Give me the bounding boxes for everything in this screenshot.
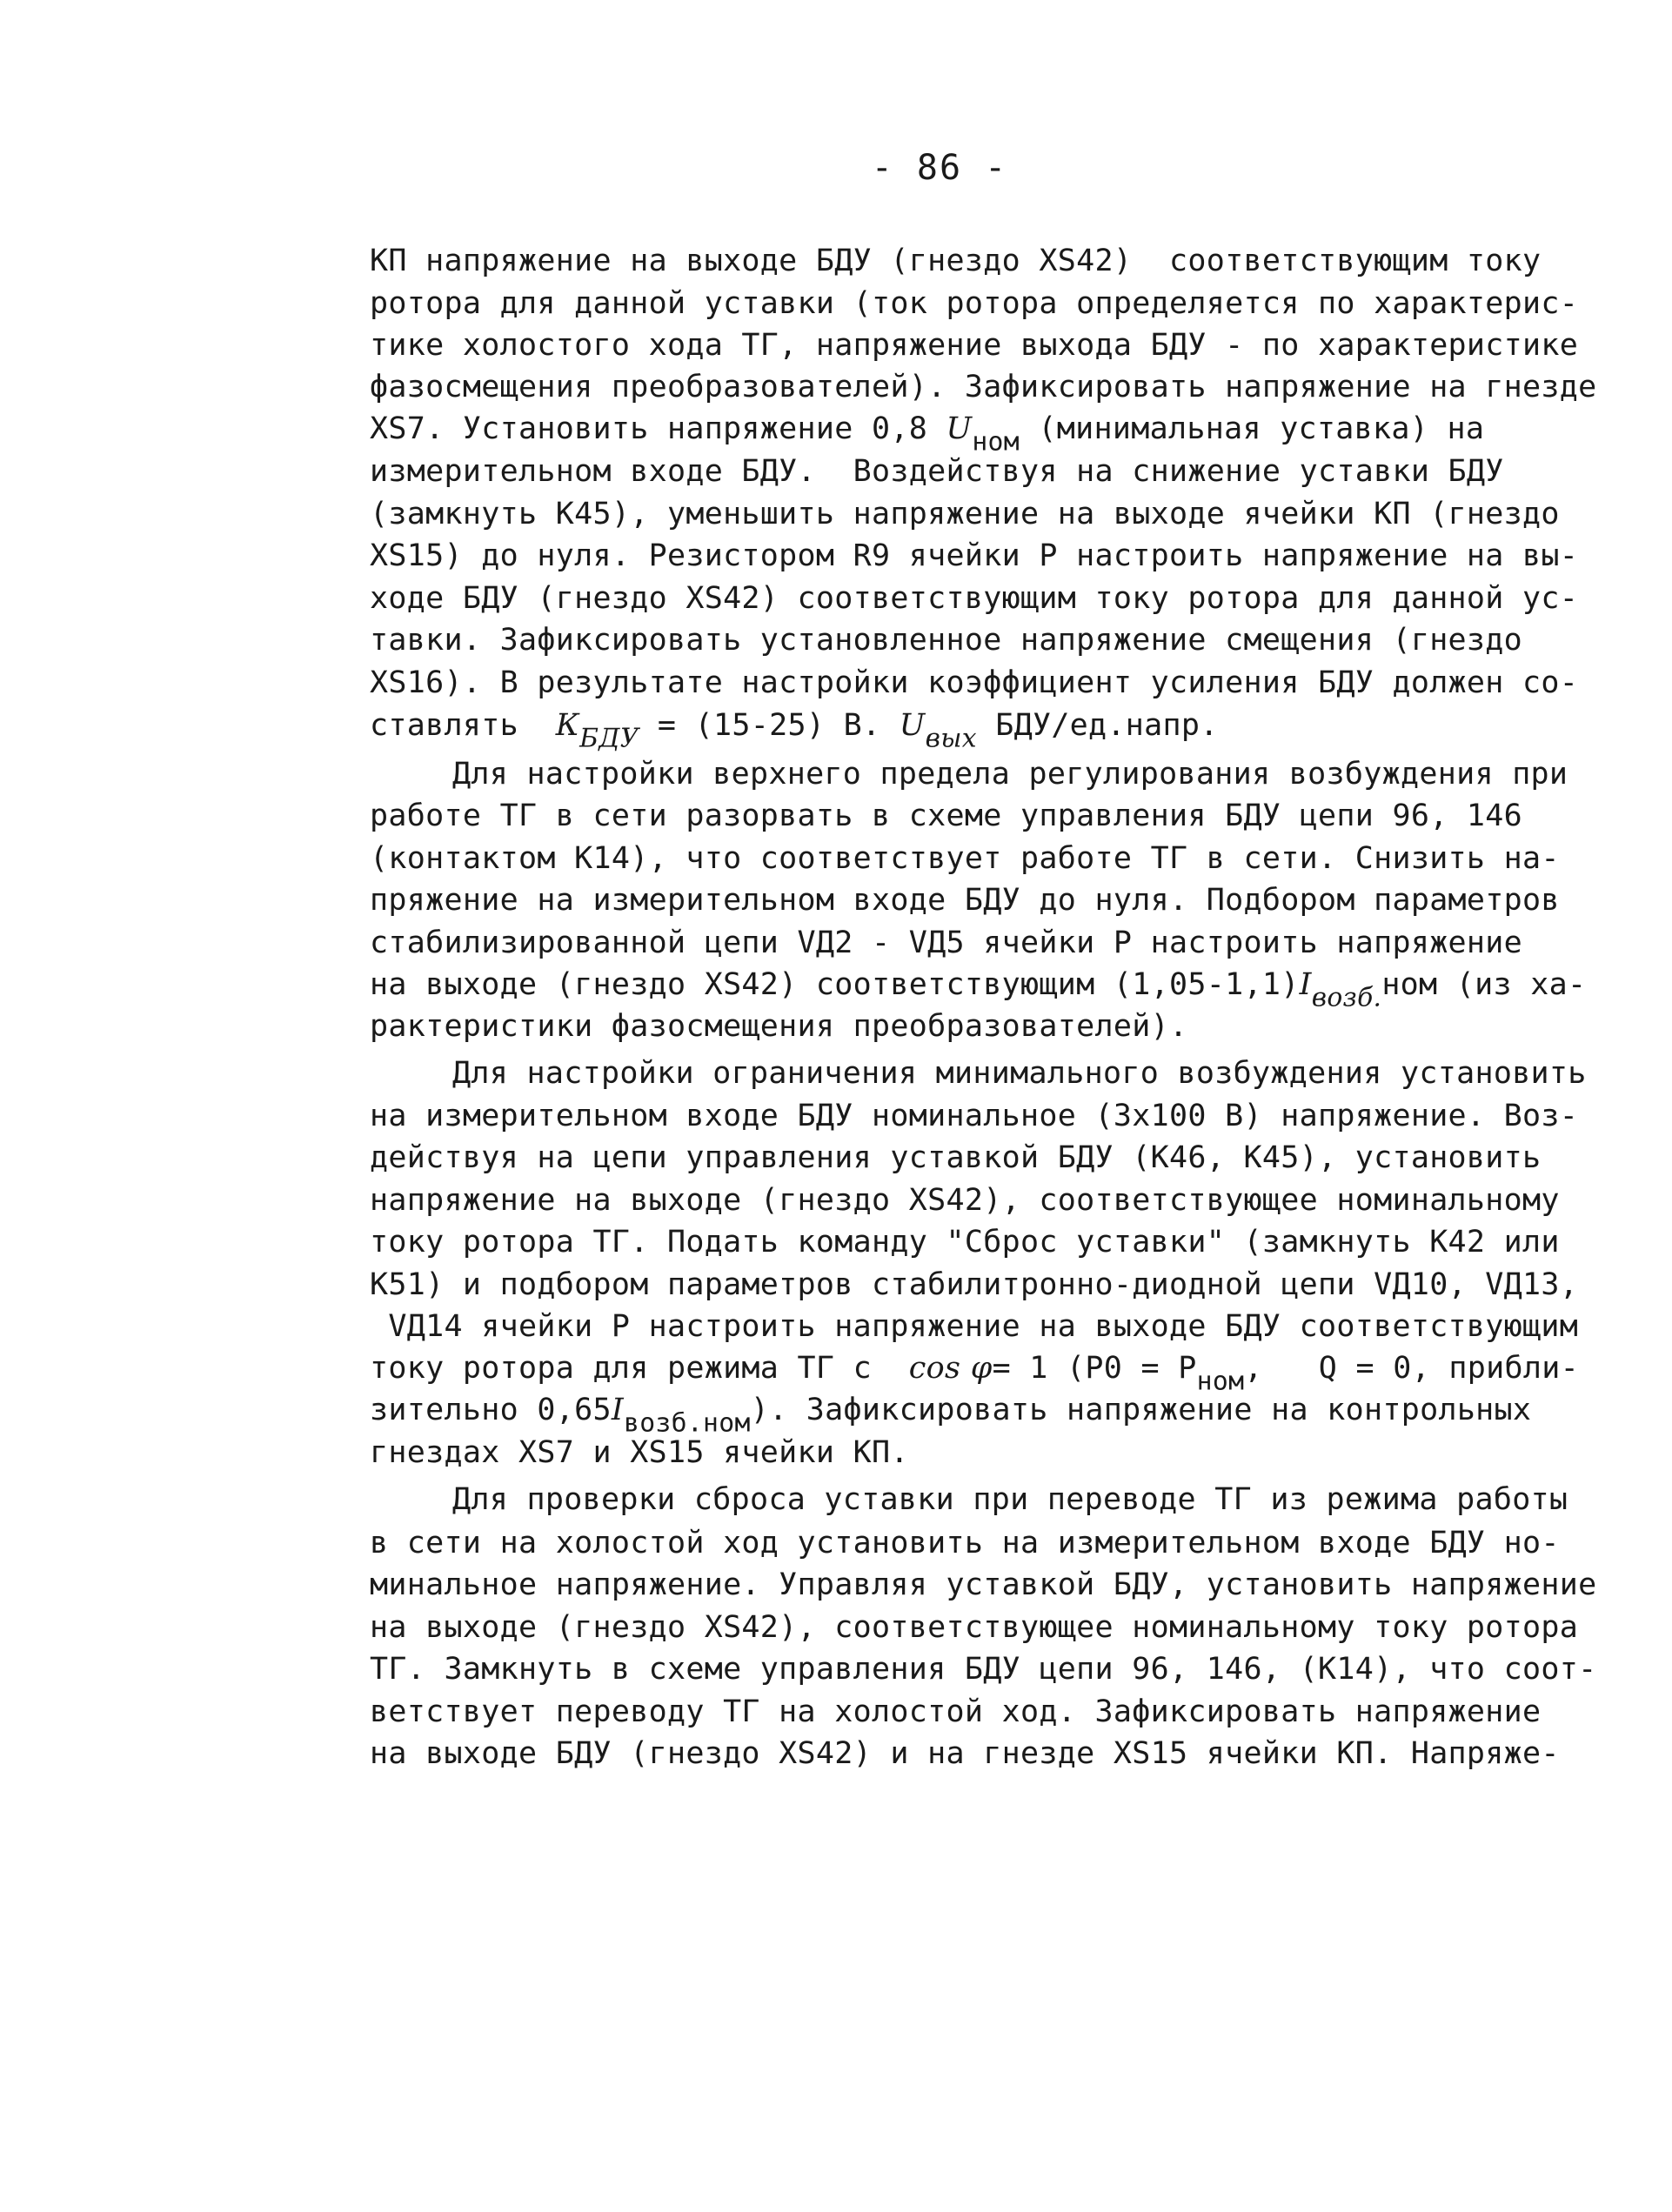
text-line: XS16). В результате настройки коэффициент усиления БДУ должен со- [370,665,1579,700]
text-line: К51) и подбором параметров стабилитронно-диодной цепи VД10, VД13, [370,1267,1579,1302]
math-symbol: I [611,1393,624,1427]
text-line: стабилизированной цепи VД2 - VД5 ячейки Р настроить напряжение [370,926,1523,960]
text-run: току ротора для режима ТГ с [370,1351,909,1386]
text-run: БДУ/ед.напр. [976,708,1219,743]
text-run: на выходе (гнездо XS42) соответствующим (1,05-1,1) [370,967,1300,1002]
text-line: работе ТГ в сети разорвать в схеме управления БДУ цепи 96, 146 [370,799,1523,833]
text-line [370,411,1485,458]
text-line: на выходе БДУ (гнездо XS42) и на гнезде XS15 ячейки КП. Напряже- [370,1736,1560,1771]
subscript-unit: ном [1381,967,1438,1002]
text-line: минальное напряжение. Управляя уставкой БДУ, установить напряжение [370,1567,1597,1602]
text-line: (замкнуть К45), уменьшить напряжение на выходе ячейки КП (гнездо [370,497,1560,531]
text-line: ветствует переводу ТГ на холостой ход. Зафиксировать напряжение [370,1694,1542,1729]
subscript: возб. [1311,982,1382,1013]
text-line: току ротора ТГ. Подать команду "Сброс уставки" (замкнуть К42 или [370,1225,1560,1260]
text-line: VД14 ячейки Р настроить напряжение на выходе БДУ соответствующим [370,1309,1579,1344]
text-run: = (15-25) В. [639,708,900,743]
text-run: = 1 (Р0 = Р [992,1351,1197,1386]
text-line: рактеристики фазосмещения преобразователей). [370,1009,1188,1044]
text-line: КП напряжение на выходе БДУ (гнездо XS42) соответствующим току [370,244,1542,278]
text-line: ротора для данной уставки (ток ротора определяется по характерис- [370,286,1579,321]
text-line: напряжение на выходе (гнездо XS42), соответствующее номинальному [370,1183,1560,1218]
text-line: ТГ. Замкнуть в схеме управления БДУ цепи 96, 146, (К14), что соот- [370,1652,1597,1687]
text-line: гнездах XS7 и XS15 ячейки КП. [370,1435,909,1470]
text-line [370,708,1219,754]
text-line [370,967,1587,1013]
subscript: ном [972,426,1020,458]
text-line: на измерительном входе БДУ номинальное (3х100 В) напряжение. Воз- [370,1099,1579,1133]
page-number: - 86 - [871,148,1008,188]
subscript: возб.ном [623,1407,751,1439]
subscript: ном [1196,1366,1245,1397]
text-line: тавки. Зафиксировать установленное напряжение смещения (гнездо [370,623,1523,658]
text-line: фазосмещения преобразователей). Зафиксировать напряжение на гнезде [370,370,1597,404]
text-line: Для настройки верхнего предела регулирования возбуждения при [452,757,1568,792]
text-run: (из ха- [1437,967,1587,1002]
math-symbol: I [1299,967,1312,1002]
text-line: тике холостого хода ТГ, напряжение выхода БДУ - по характеристике [370,328,1579,363]
math-symbol: U [899,708,926,743]
text-line: действуя на цепи управления уставкой БДУ (К46, К45), установить [370,1140,1542,1175]
text-line: пряжение на измерительном входе БДУ до нуля. Подбором параметров [370,883,1560,918]
math-symbol: К [555,708,580,743]
text-line: Для проверки сброса уставки при переводе ТГ из режима работы [452,1482,1568,1517]
text-line: измерительном входе БДУ. Воздействуя на снижение уставки БДУ [370,454,1504,489]
text-line: XS15) до нуля. Резистором R9 ячейки Р настроить напряжение на вы- [370,538,1579,573]
subscript: БДУ [579,723,639,754]
text-line: Для настройки ограничения минимального возбуждения установить [452,1056,1587,1091]
text-run: зительно 0,65 [370,1393,612,1427]
text-run: ). Зафиксировать напряжение на контрольных [750,1393,1532,1427]
text-line: на выходе (гнездо XS42), соответствующее номинальному току ротора [370,1610,1579,1645]
text-run: ставлять [370,708,556,743]
text-run: (минимальная уставка) на [1019,411,1485,446]
text-line [370,1351,1579,1397]
text-line: в сети на холостой ход установить на измерительном входе БДУ но- [370,1526,1560,1560]
text-line: (контактом К14), что соответствует работе ТГ в сети. Снизить на- [370,841,1560,876]
subscript: вых [925,723,977,754]
text-line: ходе БДУ (гнездо XS42) соответствующим току ротора для данной ус- [370,581,1579,616]
math-symbol: cos φ [908,1351,993,1386]
text-run: , Q = 0, прибли- [1244,1351,1579,1386]
math-symbol: U [946,411,973,446]
text-run: XS7. Установить напряжение 0,8 [370,411,946,446]
text-line [370,1393,1532,1439]
